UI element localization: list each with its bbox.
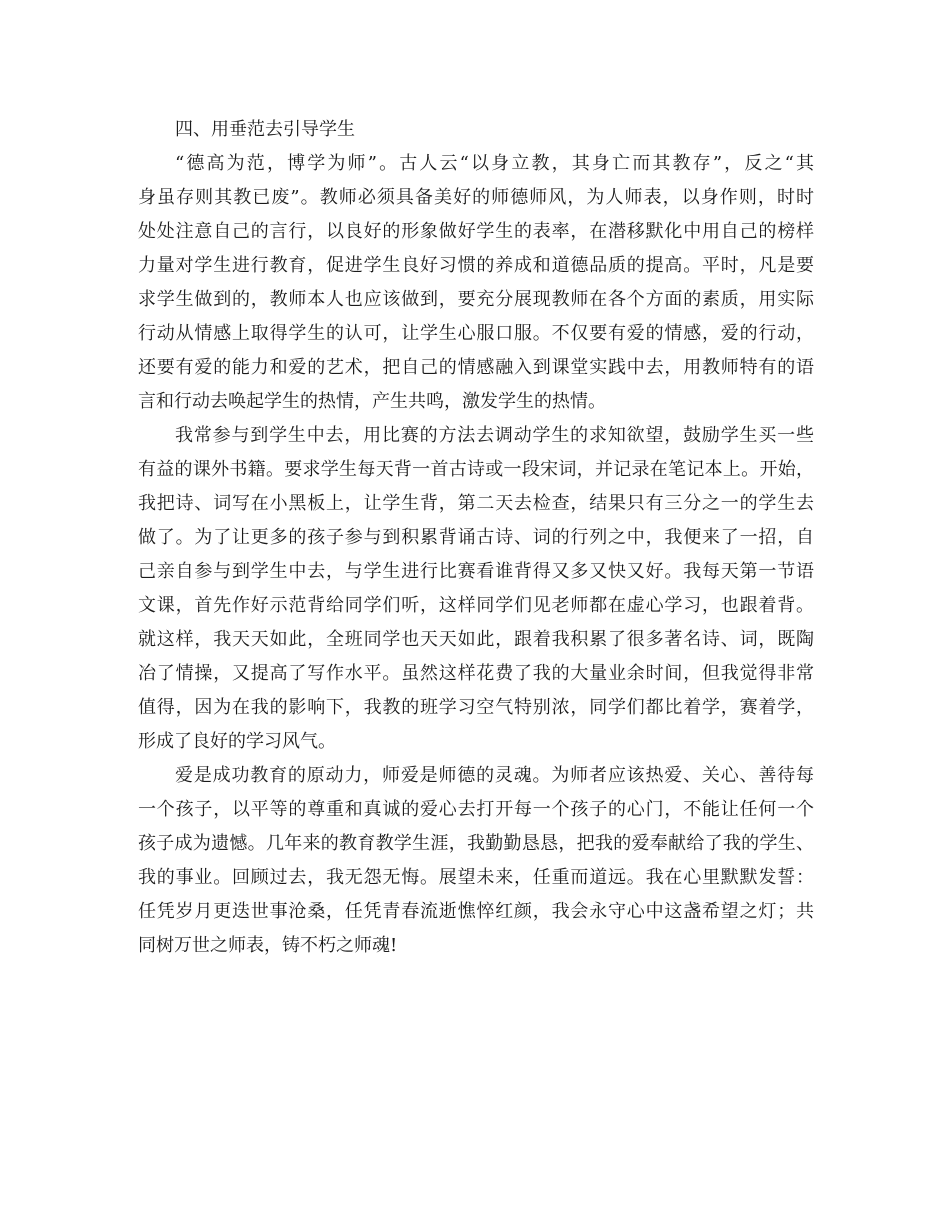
text-line: 一个孩子，以平等的尊重和真诚的爱心去打开每一个孩子的心门，不能让任何一个 xyxy=(138,799,814,820)
text-line: 爱是成功教育的原动力，师爱是师德的灵魂。为师者应该热爱、关心、善待每 xyxy=(175,765,814,786)
text-line: 孩子成为遗憾。几年来的教育教学生涯，我勤勤恳恳，把我的爱奉献给了我的学生、 xyxy=(138,833,814,854)
text-line: 做了。为了让更多的孩子参与到积累背诵古诗、词的行列之中，我便来了一招，自 xyxy=(138,527,814,548)
text-line: 己亲自参与到学生中去，与学生进行比赛看谁背得又多又快又好。我每天第一节语 xyxy=(138,561,814,582)
text-line: 有益的课外书籍。要求学生每天背一首古诗或一段宋词，并记录在笔记本上。开始， xyxy=(138,459,814,480)
paragraph-3 xyxy=(138,759,814,963)
text-line: 我把诗、词写在小黑板上，让学生背，第二天去检查，结果只有三分之一的学生去 xyxy=(138,493,814,514)
text-line: 处处注意自己的言行，以良好的形象做好学生的表率，在潜移默化中用自己的榜样 xyxy=(138,221,814,242)
text-line: 就这样，我天天如此，全班同学也天天如此，跟着我积累了很多著名诗、词，既陶 xyxy=(138,629,814,650)
text-line: 同树万世之师表，铸不朽之师魂! xyxy=(138,935,398,956)
text-line: 任凭岁月更迭世事沧桑，任凭青春流逝憔悴红颜，我会永守心中这盏希望之灯；共 xyxy=(138,901,814,922)
text-line: 力量对学生进行教育，促进学生良好习惯的养成和道德品质的提高。平时，凡是要 xyxy=(138,255,814,276)
text-line: 形成了良好的学习风气。 xyxy=(138,731,336,752)
text-line: 言和行动去唤起学生的热情，产生共鸣，激发学生的热情。 xyxy=(138,391,606,412)
document-body xyxy=(138,113,814,963)
section-heading: 四、用垂范去引导学生 xyxy=(175,119,355,140)
text-line: 求学生做到的，教师本人也应该做到，要充分展现教师在各个方面的素质，用实际 xyxy=(138,289,814,310)
text-line: 行动从情感上取得学生的认可，让学生心服口服。不仅要有爱的情感，爱的行动， xyxy=(138,323,814,344)
text-line: 身虽存则其教已废”。教师必须具备美好的师德师风，为人师表，以身作则，时时 xyxy=(138,187,814,208)
text-line: 文课，首先作好示范背给同学们听，这样同学们见老师都在虚心学习，也跟着背。 xyxy=(138,595,814,616)
text-line: 还要有爱的能力和爱的艺术，把自己的情感融入到课堂实践中去，用教师特有的语 xyxy=(138,357,814,378)
paragraph-1 xyxy=(138,147,814,419)
text-line: 值得，因为在我的影响下，我教的班学习空气特别浓，同学们都比着学，赛着学， xyxy=(138,697,814,718)
paragraph-2 xyxy=(138,419,814,759)
text-line: 我常参与到学生中去，用比赛的方法去调动学生的求知欲望，鼓励学生买一些 xyxy=(175,425,814,446)
text-line: “德高为范，博学为师”。古人云“以身立教，其身亡而其教存”，反之“其 xyxy=(175,153,814,174)
text-line: 冶了情操，又提高了写作水平。虽然这样花费了我的大量业余时间，但我觉得非常 xyxy=(138,663,814,684)
text-line: 我的事业。回顾过去，我无怨无悔。展望未来，任重而道远。我在心里默默发誓： xyxy=(138,867,814,888)
